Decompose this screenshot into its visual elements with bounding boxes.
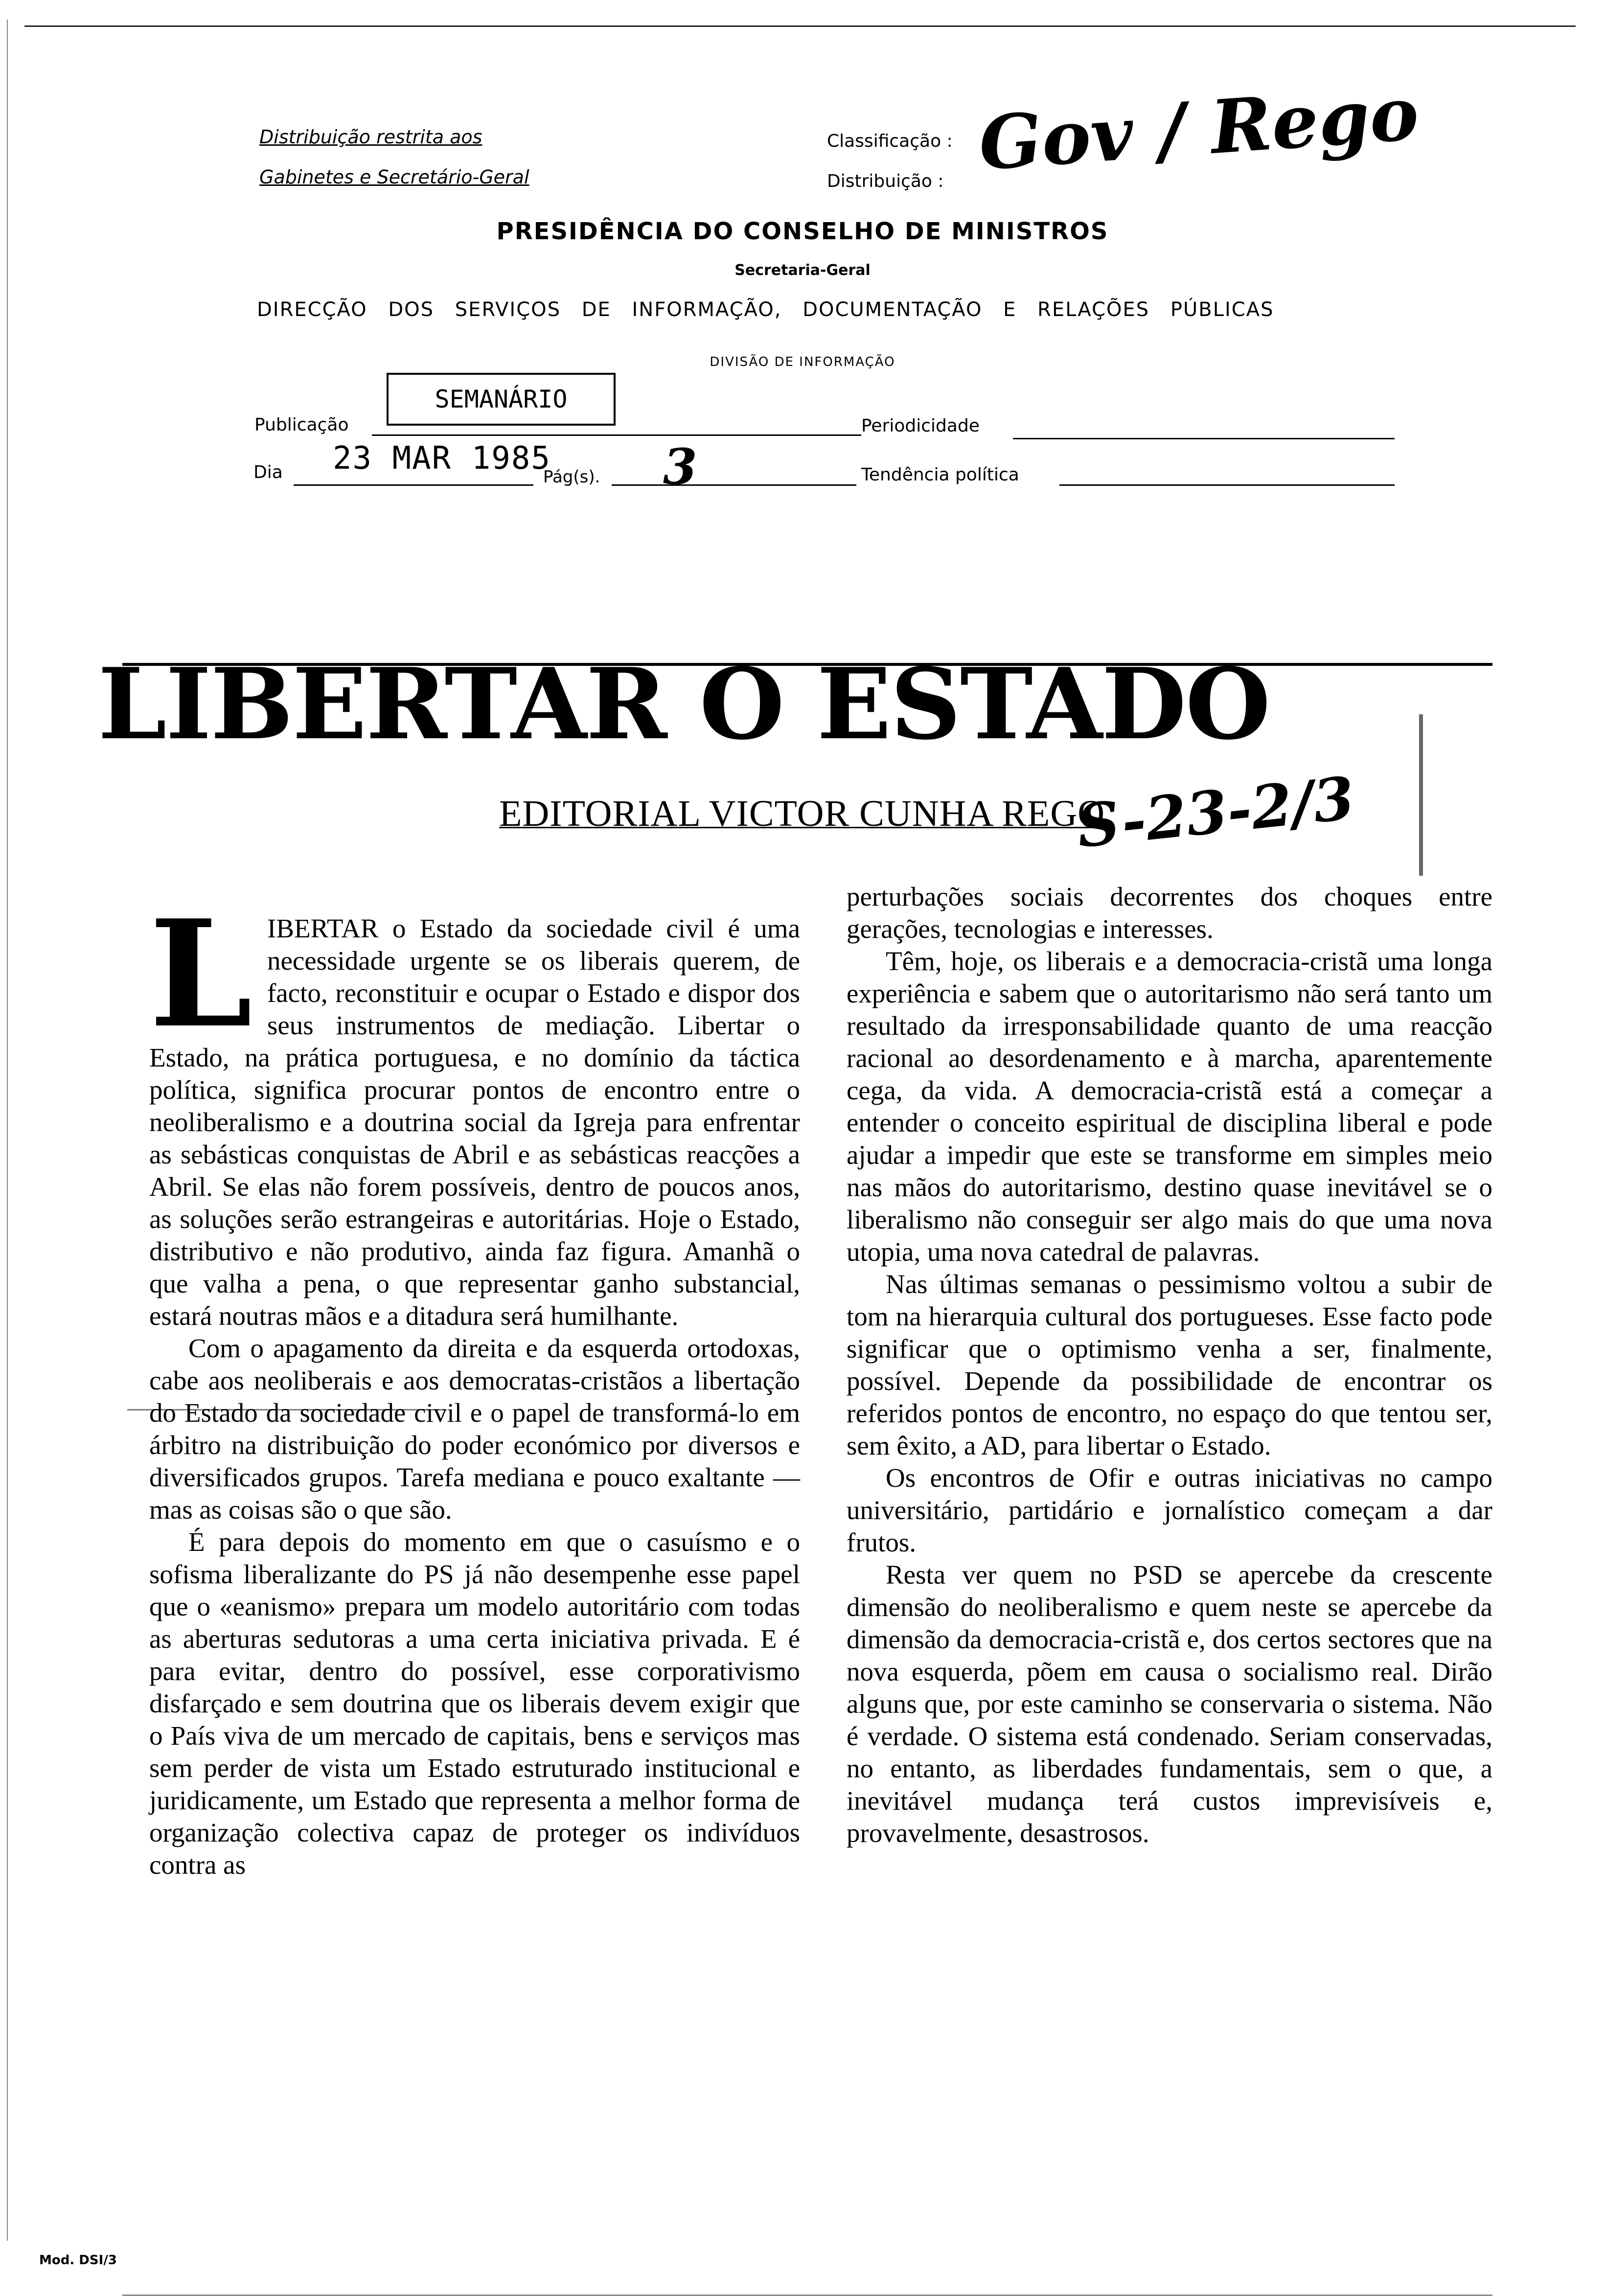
distribution-note-line2: Gabinetes e Secretário-Geral <box>259 166 529 188</box>
article-paragraph: Resta ver quem no PSD se apercebe da crescente dimensão do neoliberalismo e quem neste se apercebe da dimensão da democracia-cristã e, dos certos sectores que na nova esquerda, põem em causa o socialismo real. Dirão alguns que, por este caminho se conservaria o sistema. Não é verdade. O sistema está condenado. Seriam conservadas, no entanto, as liberdades fundamentais, sem o que, a inevitável mudança terá custos imprevisíveis e, provavelmente, desastrosos. <box>847 1560 1492 1848</box>
tendency-underline <box>1059 484 1395 486</box>
directorate-line: DIRECÇÃO DOS SERVIÇOS DE INFORMAÇÃO, DOCUMENTAÇÃO E RELAÇÕES PÚBLICAS <box>257 298 1274 321</box>
pages-label: Pág(s). <box>543 467 600 487</box>
tendency-label: Tendência política <box>861 465 1019 485</box>
article-paragraph: Com o apagamento da direita e da esquerda ortodoxas, cabe aos neoliberais e aos democratas-cristãos a libertação do Estado da sociedade civil e o papel de transformá-lo em árbitro na distribuição do poder económico por diversos e diversificados grupos. Tarefa mediana e pouco exaltante — mas as coisas são o que são. <box>149 1333 800 1524</box>
article-byline: EDITORIAL VICTOR CUNHA REGO <box>499 793 1105 834</box>
periodicity-label: Periodicidade <box>861 416 980 436</box>
article-column-2 <box>847 881 1492 1849</box>
article-paragraph: Os encontros de Ofir e outras iniciativas no campo universitário, partidário e jornalístico começam a dar frutos. <box>847 1463 1492 1557</box>
top-edge-line <box>24 25 1576 27</box>
article-paragraph: Nas últimas semanas o pessimismo voltou a subir de tom na hierarquia cultural dos portugueses. Esse facto pode significar que o optimismo venha a ser, finalmente, possível. Depende da possibilidade de encontrar os referidos pontos de encontro, no espaço do que tentou ser, sem êxito, a AD, para libertar o Estado. <box>847 1269 1492 1460</box>
publication-label: Publicação <box>254 415 349 435</box>
publication-value: SEMANÁRIO <box>435 385 568 413</box>
form-code: Mod. DSI/3 <box>39 2253 117 2268</box>
left-edge-line <box>7 20 8 2241</box>
division-line: DIVISÃO DE INFORMAÇÃO <box>710 355 895 369</box>
article-paragraph: LIBERTAR o Estado da sociedade civil é uma necessidade urgente se os liberais querem, de facto, reconstituir e ocupar o Estado e dispor dos seus instrumentos de mediação. Libertar o Estado, na prática portuguesa, e no domínio da táctica política, significa procurar pontos de encontro entre o neoliberalismo e a doutrina social da Igreja para enfrentar as sebásticas conquistas de Abril e as sebásticas reacções a Abril. Se elas não forem possíveis, dentro de poucos anos, as soluções serão estrangeiras e autoritárias. Hoje o Estado, distributivo e não produtivo, ainda faz figura. Amanhã o que valha a pena, o que representar ganho substancial, estará noutras mãos e a ditadura será humilhante. <box>149 887 800 1331</box>
day-label: Dia <box>253 462 283 482</box>
drop-cap: L <box>149 887 252 1060</box>
distribution-label: Distribuição : <box>827 171 944 191</box>
publication-stamp <box>387 373 616 426</box>
org-title: PRESIDÊNCIA DO CONSELHO DE MINISTROS <box>496 218 1109 245</box>
scan-noise-right-bars <box>1419 714 1423 876</box>
day-underline <box>294 484 533 486</box>
article-paragraph: Têm, hoje, os liberais e a democracia-cristã uma longa experiência e sabem que o autoritarismo não será tanto um resultado da irresponsabilidade quanto de uma reacção racional ao desordenamento e à marcha, aparentemente cega, da vida. A democracia-cristã está a começar a entender o conceito espiritual de disciplina liberal e pode ajudar a impedir que este se transforme em simples meio nas mãos do autoritarismo, destino quase inevitável se o liberalismo não conseguir ser algo mais do que uma nova utopia, uma nova catedral de palavras. <box>847 946 1492 1267</box>
publication-underline <box>372 434 861 436</box>
distribution-note-line1: Distribuição restrita aos <box>259 126 482 148</box>
org-subtitle: Secretaria-Geral <box>734 262 871 279</box>
article-column-1 <box>149 887 800 1881</box>
article-headline: LIBERTAR O ESTADO <box>98 647 1270 762</box>
day-stamp: 23 MAR 1985 <box>333 440 551 477</box>
classification-handwritten: Gov / Rego <box>976 70 1422 187</box>
handwritten-reference: S-23-2/3 <box>1074 763 1358 862</box>
pages-handwritten: 3 <box>663 438 697 496</box>
periodicity-underline <box>1013 438 1395 439</box>
article-paragraph: É para depois do momento em que o casuísmo e o sofisma liberalizante do PS já não desempenhe esse papel que o «eanismo» prepara um modelo autoritário com todas as aberturas sedutoras a uma certa iniciativa privada. E é para evitar, dentro do possível, esse corporativismo disfarçado e sem doutrina que os liberais devem exigir que o País viva de um mercado de capitais, bens e serviços mas sem perder de vista um Estado estruturado institucional e juridicamente, um Estado que representa a melhor forma de organização colectiva capaz de proteger os indivíduos contra as <box>149 1527 800 1880</box>
classification-label: Classificação : <box>827 131 953 151</box>
pages-underline <box>612 484 856 486</box>
article-paragraph: perturbações sociais decorrentes dos choques entre gerações, tecnologias e interesses. <box>847 882 1492 944</box>
